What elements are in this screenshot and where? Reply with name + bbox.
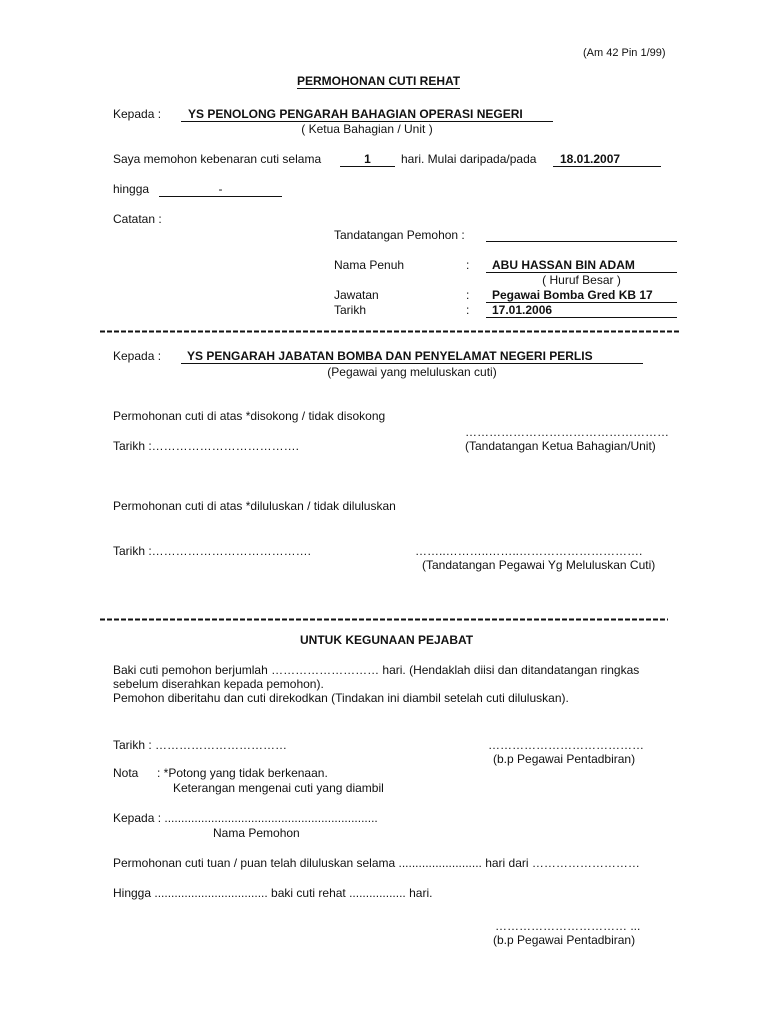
hingga-field: - <box>159 182 282 197</box>
supported-text: Permohonan cuti di atas *disokong / tidak disokong <box>113 409 386 423</box>
sign-dots-approver: ……..………..……..…………………………. <box>415 544 643 558</box>
days-field: 1 <box>340 152 395 167</box>
signature-label: Tandatangan Pemohon : <box>334 228 465 242</box>
post-colon: : <box>466 288 470 302</box>
approval-kepada-label: Kepada : <box>113 349 162 363</box>
name-colon: : <box>466 258 470 272</box>
kepada-caption: ( Ketua Bahagian / Unit ) <box>301 122 433 136</box>
office-title: UNTUK KEGUNAAN PEJABAT <box>300 633 474 647</box>
nama-pemohon-caption: Nama Pemohon <box>213 826 300 840</box>
name-field: ABU HASSAN BIN ADAM <box>486 258 677 273</box>
catatan-label: Catatan : <box>113 212 162 226</box>
baki-line-2: sebelum diserahkan kepada pemohon). <box>113 677 324 691</box>
approval-kepada-recipient: YS PENGARAH JABATAN BOMBA DAN PENYELAMAT NEGERI PERLIS <box>181 349 643 364</box>
baki-line-3: Pemohon diberitahu dan cuti direkodkan (Tindakan ini diambil setelah cuti diluluskan). <box>113 691 569 705</box>
request-prefix: Saya memohon kebenaran cuti selama <box>113 152 322 166</box>
office-divider <box>100 618 668 621</box>
kepada-label: Kepada : <box>113 107 162 121</box>
post-label: Jawatan <box>334 288 379 302</box>
name-label: Nama Penuh <box>334 258 405 272</box>
tarikh-approved: Tarikh :…………………………………. <box>113 544 312 558</box>
hingga-baki-line: Hingga .................................. baki cuti rehat ................. hari. <box>113 886 433 900</box>
hingga-label: hingga <box>113 182 150 196</box>
nota-label: Nota <box>113 766 139 780</box>
signature-line <box>486 241 677 242</box>
tarikh-supported: Tarikh :………………………………. <box>113 439 300 453</box>
approved-text: Permohonan cuti di atas *diluluskan / tidak diluluskan <box>113 499 396 513</box>
date-field: 17.01.2006 <box>486 303 677 318</box>
office-sign-caption-2: (b.p Pegawai Pentadbiran) <box>493 933 636 947</box>
office-kepada-line: Kepada : ................................................................ <box>113 811 378 825</box>
sign-dots-head: …………………………………………… <box>465 425 669 439</box>
request-mid: hari. Mulai daripada/pada <box>401 152 537 166</box>
lulus-line: Permohonan cuti tuan / puan telah diluluskan selama ......................... hari dari ……………………… <box>113 856 640 870</box>
office-sign-dots-1: ………………………………… <box>488 738 644 752</box>
kepada-recipient: YS PENOLONG PENGARAH BAHAGIAN OPERASI NEGERI <box>181 107 553 122</box>
name-caption: ( Huruf Besar ) <box>542 273 621 287</box>
office-sign-dots-2: …………………………… ... <box>495 919 641 933</box>
date-label: Tarikh <box>334 303 367 317</box>
nota-line-1: : *Potong yang tidak berkenaan. <box>157 766 328 780</box>
approval-kepada-caption: (Pegawai yang meluluskan cuti) <box>327 365 497 379</box>
sign-caption-head: (Tandatangan Ketua Bahagian/Unit) <box>465 439 656 453</box>
sign-caption-approver: (Tandatangan Pegawai Yg Meluluskan Cuti) <box>422 558 656 572</box>
start-date-field: 18.01.2007 <box>553 152 661 167</box>
form-code: (Am 42 Pin 1/99) <box>583 47 666 59</box>
form-title: PERMOHONAN CUTI REHAT <box>297 74 461 88</box>
office-tarikh: Tarikh : …………………………… <box>113 738 288 752</box>
section-divider <box>100 330 680 333</box>
date-colon: : <box>466 303 470 317</box>
office-sign-caption-1: (b.p Pegawai Pentadbiran) <box>493 752 636 766</box>
baki-line-1: Baki cuti pemohon berjumlah ……………………… hari. (Hendaklah diisi dan ditandatangan ringkas <box>113 663 640 677</box>
nota-line-2: Keterangan mengenai cuti yang diambil <box>173 781 384 795</box>
post-field: Pegawai Bomba Gred KB 17 <box>486 288 677 303</box>
